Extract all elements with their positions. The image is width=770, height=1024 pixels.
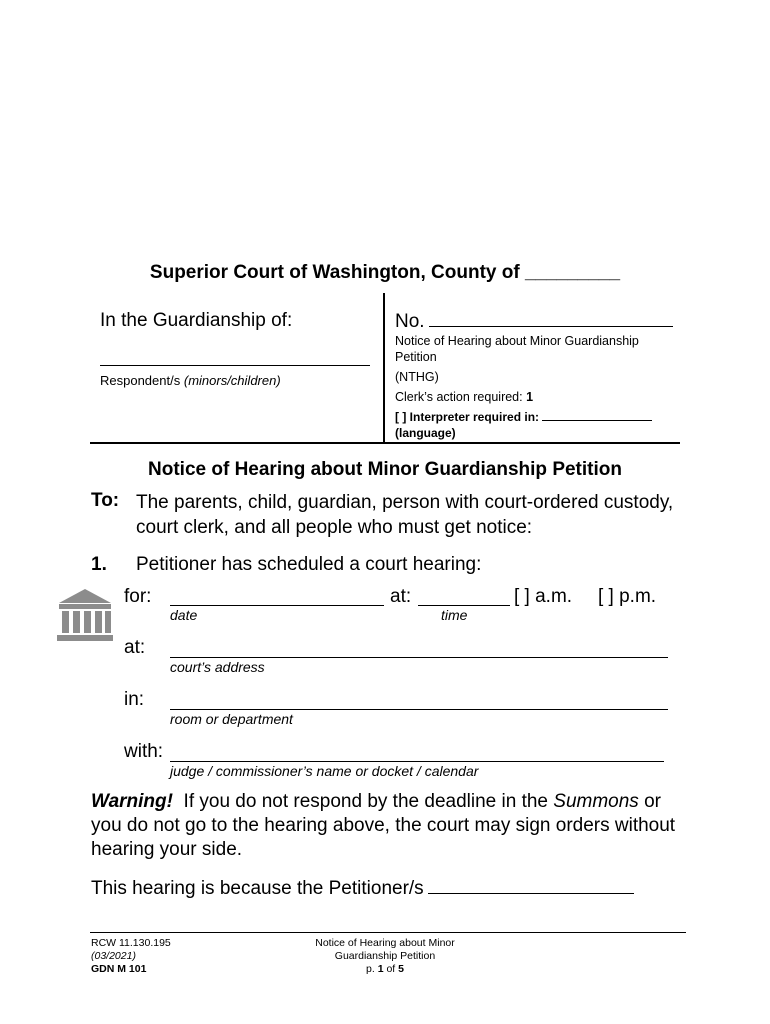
caption-divider-vertical (383, 293, 385, 443)
room-field[interactable] (170, 708, 668, 710)
caption-divider-horizontal (90, 442, 680, 444)
case-number-field[interactable] (429, 310, 673, 327)
at-time-label: at: (390, 586, 412, 607)
room-caption: room or department (170, 711, 293, 727)
footer-left (91, 937, 171, 976)
page-number (285, 963, 485, 976)
address-at-label: at: (124, 637, 146, 658)
footer-title: Notice of Hearing about Minor Guardianship Petition (315, 937, 455, 962)
guardianship-label: In the Guardianship of: (100, 310, 293, 331)
summons-text: Summons (553, 791, 639, 812)
pm-checkbox[interactable]: [ ] p.m. (598, 586, 657, 607)
footer-form-number: GDN M 101 (91, 963, 147, 975)
with-label: with: (124, 741, 164, 762)
case-number-label: No. (395, 311, 425, 332)
footer-rcw: RCW 11.130.195 (91, 937, 171, 949)
court-title: Superior Court of Washington, County of _________ (149, 262, 621, 283)
hearing-reason-field[interactable] (428, 877, 634, 894)
time-field[interactable] (418, 604, 510, 606)
language-label: (language) (395, 426, 456, 440)
clerk-action (395, 390, 533, 404)
page-of: of (386, 963, 396, 975)
to-label: To: (91, 490, 120, 511)
address-field[interactable] (170, 656, 668, 658)
notice-title: Notice of Hearing about Minor Guardianship Petition (148, 459, 622, 480)
respondent-label (100, 373, 281, 388)
interpreter-label[interactable]: [ ] Interpreter required in: (395, 410, 540, 424)
page-total: 5 (398, 963, 404, 975)
clerk-action-value: 1 (526, 390, 534, 404)
caption-doc-title: Notice of Hearing about Minor Guardianship Petition (395, 334, 639, 364)
warning-paragraph (91, 790, 691, 862)
item-text: Petitioner has scheduled a court hearing: (136, 554, 482, 575)
respondent-note: (minors/children) (183, 373, 281, 388)
clerk-action-label: Clerk’s action required: (395, 390, 523, 404)
case-number (395, 310, 673, 333)
page-prefix: p. (366, 963, 375, 975)
item-number: 1. (91, 554, 107, 575)
address-caption: court’s address (170, 659, 265, 675)
hearing-reason-text: This hearing is because the Petitioner/s (91, 878, 424, 899)
in-label: in: (124, 689, 145, 710)
courthouse-icon (55, 585, 115, 645)
hearing-reason (91, 877, 634, 900)
to-text: The parents, child, guardian, person with court-ordered custody, court clerk, and all people who must get notice: (136, 492, 674, 538)
interpreter-language-field[interactable] (542, 409, 652, 421)
footer-center (285, 937, 485, 976)
warning-label: Warning! (91, 791, 173, 812)
interpreter-required (395, 409, 685, 441)
am-checkbox[interactable]: [ ] a.m. (514, 586, 573, 607)
footer-date: (03/2021) (91, 950, 136, 962)
doc-abbrev: (NTHG) (395, 370, 439, 384)
respondent-text: Respondent/s (100, 373, 181, 388)
warning-text-pre: If you do not respond by the deadline in the (183, 791, 548, 812)
warning-text-post: or you do not go to the hearing above, the court may sign orders without hearing your side. (91, 791, 676, 860)
for-label: for: (124, 586, 152, 607)
judge-caption: judge / commissioner’s name or docket / calendar (170, 763, 479, 779)
page-current: 1 (377, 963, 384, 975)
date-field[interactable] (170, 604, 384, 606)
footer-divider (90, 932, 686, 933)
judge-field[interactable] (170, 760, 664, 762)
date-caption: date (170, 607, 198, 623)
respondent-name-field[interactable] (100, 364, 370, 366)
time-caption: time (441, 607, 468, 623)
